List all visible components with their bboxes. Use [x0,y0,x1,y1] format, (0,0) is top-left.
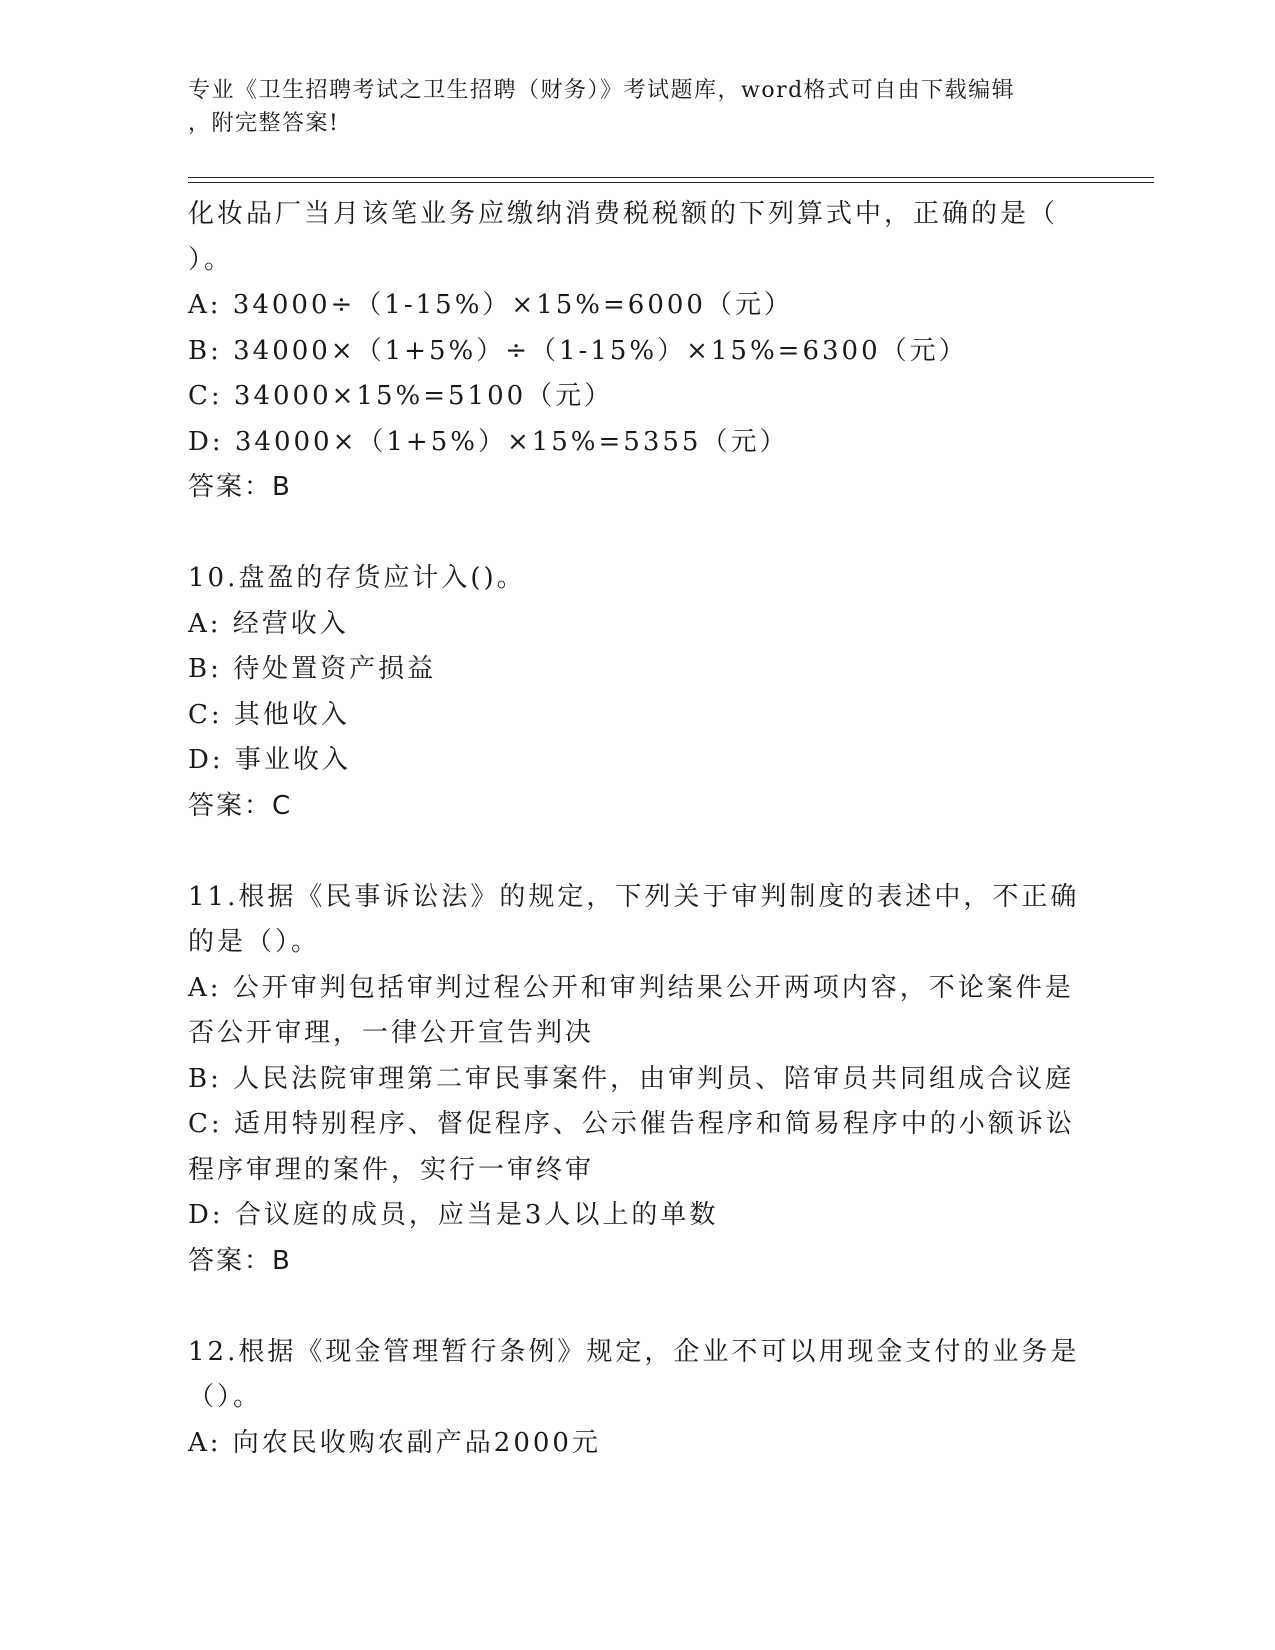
header-line-2: ，附完整答案! [188,111,340,136]
option-b: B: 人民法院审理第二审民事案件，由审判员、陪审员共同组成合议庭 [188,1063,1075,1094]
option-c: C: 其他收入 [188,699,350,730]
option-b: B: 待处置资产损益 [188,654,437,684]
option-d: D: 34000×（1+5%）×15%=5355（元） [188,426,789,457]
question-stem-cont: 的是（）。 [188,927,321,957]
question-stem: 10.盘盈的存货应计入()。 [188,563,526,593]
option-b: B: 34000×（1+5%）÷（1-15%）×15%=6300（元） [188,335,968,366]
header-line-1: 专业《卫生招聘考试之卫生招聘（财务）》考试题库，word格式可自由下载编辑 [188,78,1016,103]
option-a-cont: 否公开审理，一律公开宣告判决 [188,1018,595,1048]
answer: 答案：C [188,790,293,821]
answer: 答案：B [188,1245,292,1276]
option-a: A: 向农民收购农副产品2000元 [188,1427,601,1458]
header-divider-bottom [188,182,1154,183]
question-stem: 11.根据《民事诉讼法》的规定，下列关于审判制度的表述中，不正确 [188,881,1080,912]
option-c-cont: 程序审理的案件，实行一审终审 [188,1154,595,1185]
question-stem: 化妆品厂当月该笔业务应缴纳消费税税额的下列算式中，正确的是（ [188,199,1059,229]
header-divider-top [188,177,1154,178]
question-11 [188,875,1078,1285]
question-stem: 12.根据《现金管理暂行条例》规定，企业不可以用现金支付的业务是 [188,1336,1080,1367]
question-stem-cont: （）。 [188,1382,263,1412]
option-d: D: 合议庭的成员，应当是3人以上的单数 [188,1200,719,1230]
question-12 [188,1330,1078,1467]
option-a: A: 34000÷（1-15%）×15%=6000（元） [188,290,793,320]
spacer [188,1284,1078,1330]
document-header [188,74,1068,140]
spacer [188,511,1078,557]
spacer [188,829,1078,875]
option-c: C: 34000×15%=5100（元） [188,381,614,411]
question-stem-cont: ）。 [188,244,234,275]
question-9 [188,192,1078,511]
option-d: D: 事业收入 [188,745,351,775]
option-a: A: 经营收入 [188,608,349,639]
answer: 答案：B [188,472,292,502]
question-list [188,192,1078,1466]
option-c: C: 适用特别程序、督促程序、公示催告程序和简易程序中的小额诉讼 [188,1109,1075,1139]
question-10 [188,556,1078,829]
option-a: A: 公开审判包括审判过程公开和审判结果公开两项内容，不论案件是 [188,972,1074,1003]
